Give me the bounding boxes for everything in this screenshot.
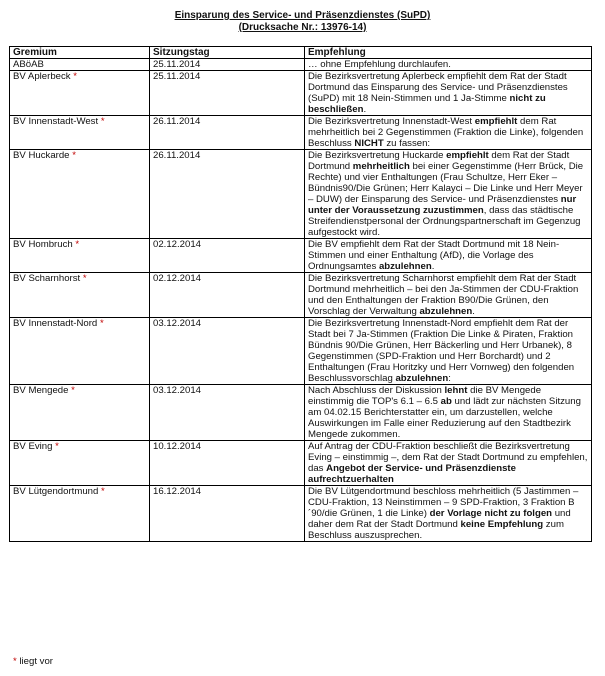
cell-empfehlung — [305, 59, 592, 71]
cell-empfehlung — [305, 273, 592, 318]
header-empfehlung: Empfehlung — [305, 47, 592, 59]
recommendation-text: : — [448, 373, 451, 384]
title-line-2: (Drucksache Nr.: 13976-14) — [238, 22, 367, 33]
recommendation-text: . — [363, 104, 367, 115]
gremium-name: ABöAB — [13, 59, 44, 70]
cell-sitzungstag: 02.12.2014 — [150, 239, 305, 273]
cell-sitzungstag: 10.12.2014 — [150, 441, 305, 486]
table-row — [10, 239, 592, 273]
recommendation-text: Die BV empfiehlt dem Rat der Stadt Dortmund mit 18 Nein-Stimmen und einer Enthaltung (AfD), die Vorlage des Ordnungsamtes — [308, 239, 560, 272]
recommendation-text: zum Beschluss auszusprechen. — [308, 519, 564, 541]
recommendation-text: , dass das städtische Streifendienstpersonal der Ordnungspartnerschaft im Gegenzug aufgestockt wird. — [308, 205, 581, 238]
asterisk-marker: * — [71, 385, 75, 396]
header-sitzungstag: Sitzungstag — [150, 47, 305, 59]
recommendation-text: . — [431, 261, 435, 272]
cell-sitzungstag: 16.12.2014 — [150, 486, 305, 542]
asterisk-marker: * — [82, 273, 87, 284]
footnote-asterisk: * — [13, 656, 17, 667]
gremium-name: BV Innenstadt-Nord — [13, 318, 98, 329]
emphasis-text: mehrheitlich — [352, 161, 410, 172]
recommendation-text: Die Bezirksvertretung Scharnhorst empfiehlt dem Rat der Stadt Dortmund mehrheitlich – bei den Ja-Stimmen der CDU-Fraktion und den Enthaltungen der Fraktion B90/Die Grünen, den Vorschlag der Verwaltung — [308, 273, 579, 317]
cell-sitzungstag: 03.12.2014 — [150, 385, 305, 441]
recommendations-table — [9, 46, 592, 542]
table-row — [10, 385, 592, 441]
emphasis-text: nicht zu beschließen — [308, 93, 546, 115]
cell-gremium — [10, 150, 150, 239]
cell-empfehlung — [305, 71, 592, 116]
title-line-1: Einsparung des Service- und Präsenzdienstes (SuPD) — [174, 10, 431, 21]
cell-empfehlung — [305, 441, 592, 486]
emphasis-text: keine Empfehlung — [460, 519, 544, 530]
cell-gremium — [10, 385, 150, 441]
emphasis-text: der Vorlage nicht zu folgen — [429, 508, 553, 519]
cell-sitzungstag: 02.12.2014 — [150, 273, 305, 318]
recommendation-text: . — [472, 306, 475, 317]
cell-empfehlung — [305, 385, 592, 441]
emphasis-text: empfiehlt — [446, 150, 489, 161]
recommendation-text: dem Rat mehrheitlich bei 2 Gegenstimmen (Fraktion die Linke), folgenden Beschluss — [308, 116, 584, 149]
table-row — [10, 59, 592, 71]
cell-sitzungstag: 25.11.2014 — [150, 59, 305, 71]
recommendation-text: zu fassen: — [383, 138, 431, 149]
table-header-row — [10, 47, 592, 59]
table-row — [10, 486, 592, 542]
recommendation-text: Die Bezirksvertretung Innenstadt-West — [308, 116, 475, 127]
gremium-name: BV Huckarde — [13, 150, 70, 161]
recommendation-text: und lädt zur nächsten Sitzung am 04.02.15 Berichterstatter ein, um darzustellen, welche Auswirkungen im Falle einer Reduzierung auf den Stadtbezirk Mengede zukommen. — [308, 396, 581, 440]
recommendation-text: … ohne Empfehlung durchlaufen. — [308, 59, 451, 70]
emphasis-text: lehnt — [444, 385, 468, 396]
emphasis-text: Angebot der Service- und Präsenzdienste aufrechtzuerhalten — [308, 463, 516, 485]
cell-empfehlung — [305, 318, 592, 385]
table-row — [10, 318, 592, 385]
table-body — [10, 59, 592, 542]
recommendation-text: Die Bezirksvertretung Aplerbeck empfiehlt dem Rat der Stadt Dortmund das Einsparung des Service- und Präsenzdienstes (SuPD) mit 18 Nein-Stimmen und 1 Ja-Stimme — [308, 71, 568, 104]
recommendation-text: und daher dem Rat der Stadt Dortmund — [308, 508, 571, 530]
gremium-name: BV Scharnhorst — [13, 273, 81, 284]
gremium-name: BV Mengede — [13, 385, 69, 396]
gremium-name: BV Lütgendortmund — [13, 486, 99, 497]
emphasis-text: NICHT — [354, 138, 384, 149]
asterisk-marker: * — [99, 318, 104, 329]
table-row — [10, 116, 592, 150]
cell-sitzungstag: 26.11.2014 — [150, 150, 305, 239]
gremium-name: BV Aplerbeck — [13, 71, 71, 82]
cell-empfehlung — [305, 116, 592, 150]
recommendation-text: Die Bezirksvertretung Huckarde — [308, 150, 447, 161]
cell-gremium — [10, 486, 150, 542]
table-row — [10, 441, 592, 486]
recommendation-text: dem Rat der Stadt Dortmund — [308, 150, 570, 172]
recommendation-text: Die BV Lütgendortmund beschloss mehrheitlich (5 Jastimmen – CDU-Fraktion, 13 Neinstimmen – 9 SPD-Fraktion, 3 Fraktion B´90/die Grünen, 1 die Linke) — [308, 486, 579, 519]
gremium-name: BV Hombruch — [13, 239, 73, 250]
recommendation-text: Auf Antrag der CDU-Fraktion beschließt die Bezirksvertretung Eving – einstimmig –, dem Rat der Stadt Dortmund zu empfehlen, das — [308, 441, 588, 474]
asterisk-marker: * — [75, 239, 80, 250]
cell-empfehlung — [305, 239, 592, 273]
emphasis-text: abzulehnen — [378, 261, 432, 272]
table-row — [10, 71, 592, 116]
recommendation-text: bei einer Gegenstimme (Herr Brück, Die Rechte) und vier Enthaltungen (Frau Schultze, Herr Eker – Bündnis90/Die Grünen; Herr Kalayci – Die Linke und Herr Meyer – DUW) der Einsparung des Service- und Präsenzdienstes — [308, 161, 584, 205]
emphasis-text: abzulehnen — [419, 306, 473, 317]
asterisk-marker: * — [73, 71, 78, 82]
table-row — [10, 150, 592, 239]
asterisk-marker: * — [55, 441, 59, 452]
cell-gremium — [10, 116, 150, 150]
cell-empfehlung — [305, 486, 592, 542]
emphasis-text: empfiehlt — [474, 116, 518, 127]
cell-sitzungstag: 25.11.2014 — [150, 71, 305, 116]
gremium-name: BV Eving — [13, 441, 53, 452]
asterisk-marker: * — [72, 150, 76, 161]
asterisk-marker: * — [101, 486, 105, 497]
cell-gremium — [10, 318, 150, 385]
cell-sitzungstag: 03.12.2014 — [150, 318, 305, 385]
document-title — [0, 10, 605, 34]
cell-gremium — [10, 239, 150, 273]
cell-gremium — [10, 441, 150, 486]
emphasis-text: nur unter der Voraussetzung zuzustimmen — [308, 194, 577, 216]
emphasis-text: ab — [440, 396, 452, 407]
footnote — [13, 656, 53, 667]
gremium-name: BV Innenstadt-West — [13, 116, 99, 127]
footnote-text: liegt vor — [19, 656, 53, 667]
recommendation-text: die BV Mengede einstimmig die TOP's 6.1 – 6.5 — [308, 385, 542, 407]
recommendation-text: Die Bezirksvertretung Innenstadt-Nord empfiehlt dem Rat der Stadt bei 7 Ja-Stimmen (Fraktion Die Linke & Piraten, Fraktion Bündnis 90/Die Grünen, Herr Bäckerling und Herr Urbanek), 8 Gegenstimmen (SPD-Fraktion und Herr Borchardt) und 2 Enthaltungen (Frau Horitzky und Herr Vornweg) den folgenden Beschlussvorschlag — [308, 318, 575, 384]
asterisk-marker: * — [100, 116, 105, 127]
cell-gremium — [10, 71, 150, 116]
cell-empfehlung — [305, 150, 592, 239]
cell-gremium — [10, 273, 150, 318]
cell-sitzungstag: 26.11.2014 — [150, 116, 305, 150]
table-row — [10, 273, 592, 318]
recommendation-text: Nach Abschluss der Diskussion — [308, 385, 445, 396]
emphasis-text: abzulehnen — [395, 373, 449, 384]
header-gremium: Gremium — [10, 47, 150, 59]
cell-gremium — [10, 59, 150, 71]
